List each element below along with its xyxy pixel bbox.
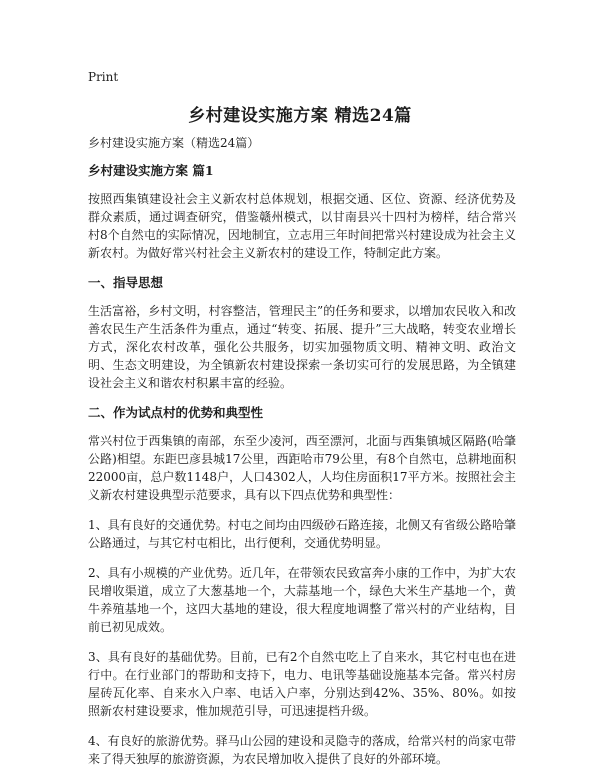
article-heading: 乡村建设实施方案 篇1 [88, 163, 214, 178]
article-body [88, 162, 516, 780]
page-title: 乡村建设实施方案 精选24篇 [188, 106, 412, 126]
advantage-item-tourism: 4、有良好的旅游优势。驿马山公园的建设和灵隐寺的落成，给常兴村的尚家屯带来了得天独厚的旅游资源，为农民增加收入提供了良好的外部环境。 [88, 734, 516, 766]
print-link[interactable]: Print [88, 70, 119, 84]
advantage-item-traffic: 1、具有良好的交通优势。村屯之间均由四级砂石路连接，北侧又有省级公路哈肇公路通过，与其它村屯相比，出行便利，交通优势明显。 [88, 518, 516, 550]
guiding-principles-paragraph: 生活富裕，乡村文明，村容整洁，管理民主”的任务和要求，以增加农民收入和改善农民生产生活条件为重点，通过“转变、拓展、提升”三大战略，转变农业增长方式，深化农村改革，强化公共服务，切实加强物质文明、精神文明、政治文明、生态文明建设，为全镇新农村建设探索一条切实可行的发展思路，为全镇建设社会主义和谐农村积累丰富的经验。 [88, 304, 516, 390]
section-heading-advantages: 二、作为试点村的优势和典型性 [88, 405, 264, 420]
section-heading-guiding-principles: 一、指导思想 [88, 275, 164, 290]
advantage-item-infrastructure: 3、具有良好的基础优势。目前，已有2个自然屯吃上了自来水，其它村屯也在进行中。在行业部门的帮助和支持下，电力、电讯等基础设施基本完备。常兴村房屋砖瓦化率、自来水入户率、电话入户率，分别达到42%、35%、80%。如按照新农村建设要求，惟加规范引导，可迅速提档升级。 [88, 650, 516, 718]
page-subtitle: 乡村建设实施方案（精选24篇） [88, 136, 260, 150]
advantages-intro-paragraph: 常兴村位于西集镇的南部，东至少凌河，西至漂河，北面与西集镇城区隔路(哈肇公路)相望。东距巴彦县城17公里，西距哈市79公里，有8个自然屯，总耕地面积22000亩，总户数1148户，人口4302人，人均住房面积17平方米。按照社会主义新农村建设典型示范要求，具有以下四点优势和典型性： [88, 434, 516, 502]
advantage-item-industry: 2、具有小规模的产业优势。近几年，在带领农民致富奔小康的工作中，为扩大农民增收渠道，成立了大葱基地一个，大蒜基地一个，绿色大米生产基地一个，黄牛养殖基地一个，这四大基地的建设，很大程度地调整了常兴村的产业结构，目前已初见成效。 [88, 566, 516, 634]
intro-paragraph: 按照西集镇建设社会主义新农村总体规划，根据交通、区位、资源、经济优势及群众素质，通过调查研究，借鉴赣州模式，以甘南县兴十四村为榜样，结合常兴村8个自然屯的实际情况，因地制宜，立志用三年时间把常兴村建设成为社会主义新农村。为做好常兴村社会主义新农村的建设工作，特制定此方案。 [88, 192, 516, 260]
